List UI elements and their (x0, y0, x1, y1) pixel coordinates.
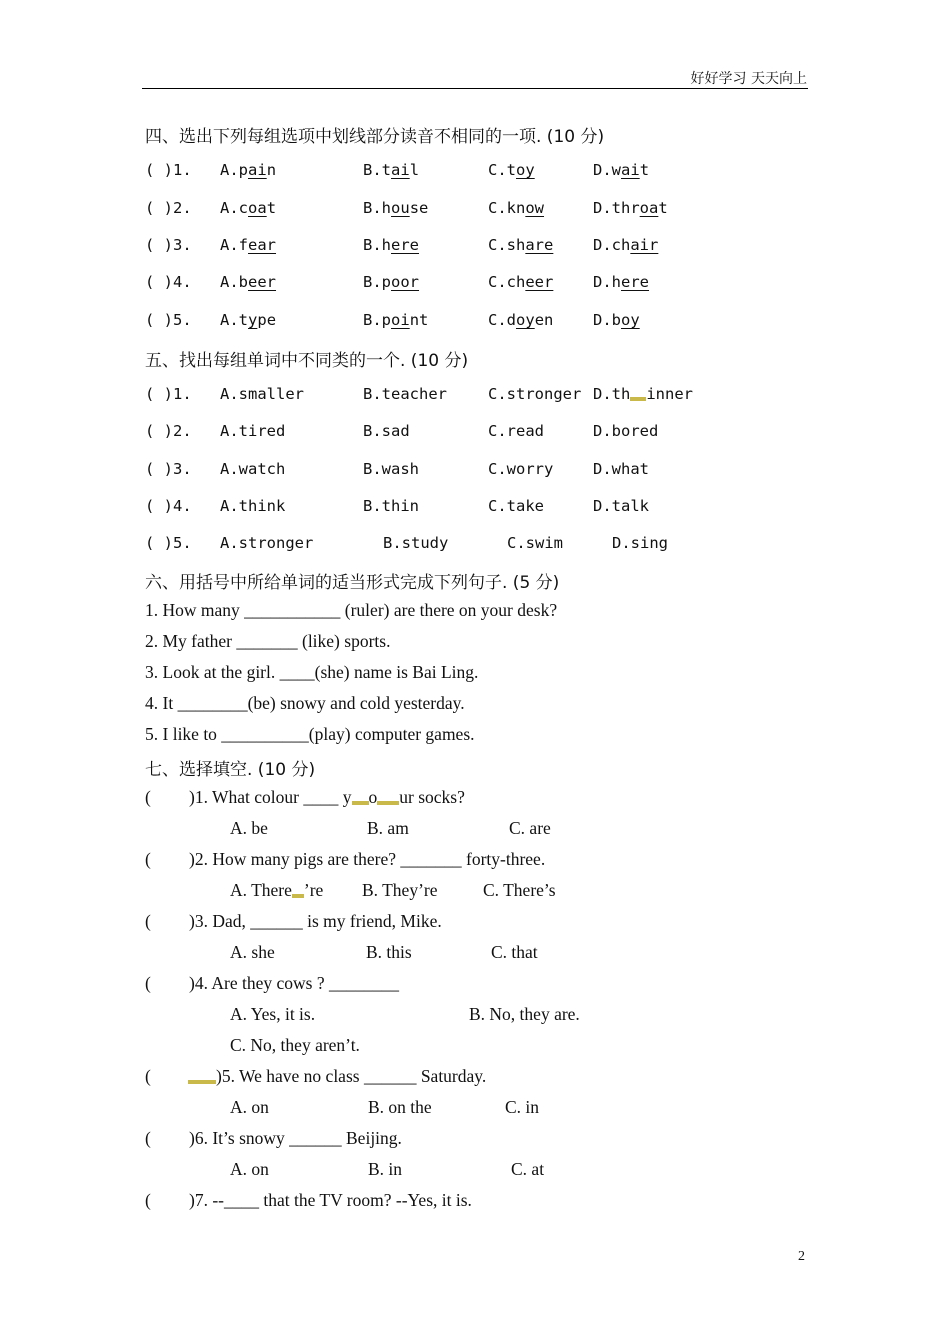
answer-bracket: ( )3. (145, 460, 192, 478)
word-part: A. (220, 161, 239, 179)
answer-bracket: ( )5. (145, 311, 192, 329)
section7-heading: 七、选择填空. (10 分) (145, 760, 316, 780)
word-part: h (381, 199, 392, 217)
word-part: b (611, 311, 622, 329)
s4-option-a (220, 273, 276, 291)
option-text: D.what (593, 460, 649, 478)
answer-bracket: ( )4. (145, 273, 192, 291)
word-part: l (409, 161, 420, 179)
s5-option-a (220, 460, 285, 478)
q5-option-a: A. on (230, 1097, 269, 1117)
s5-option-b (383, 534, 448, 552)
word-part: B. (363, 199, 382, 217)
q6-bracket: ( (145, 1128, 151, 1148)
word-part: t (381, 161, 392, 179)
q5-option-c: C. in (505, 1097, 540, 1117)
q1-stem: )1. What colour ____ y o ur socks? (189, 787, 465, 807)
word-part: t (266, 199, 277, 217)
q7-stem: )7. --____ that the TV room? --Yes, it is. (189, 1190, 472, 1210)
q4-option-a: A. Yes, it is. (230, 1004, 316, 1024)
s4-option-b (363, 161, 419, 179)
q6-option-a: A. on (230, 1159, 269, 1179)
s5-option-d (593, 497, 649, 515)
word-part: en (534, 311, 554, 329)
underlined-sound: air (630, 236, 659, 254)
q4-option-c: C. No, they aren’t. (230, 1035, 360, 1055)
option-text: B.sad (363, 422, 410, 440)
s5-option-d (593, 460, 649, 478)
word-part: C. (488, 273, 507, 291)
word-part: kn (506, 199, 526, 217)
word-part: pe (257, 311, 277, 329)
s4-option-c (488, 311, 553, 329)
s5-option-d (593, 385, 693, 403)
option-text: D.talk (593, 497, 649, 515)
word-part: f (238, 236, 249, 254)
option-text: A.stronger (220, 534, 314, 552)
q3-option-b: B. this (366, 942, 412, 962)
word-part: D. (593, 236, 612, 254)
q4-bracket: ( (145, 973, 151, 993)
option-text: C.worry (488, 460, 554, 478)
answer-bracket: ( )1. (145, 385, 192, 403)
s4-option-d (593, 273, 649, 291)
underlined-sound: are (525, 236, 554, 254)
word-part: c (238, 199, 249, 217)
option-text: B.study (383, 534, 449, 552)
q5-stem: )5. We have no class ______ Saturday. (216, 1066, 487, 1086)
word-part: nt (409, 311, 429, 329)
s4-option-c (488, 199, 544, 217)
option-text: A.smaller (220, 385, 304, 403)
s4-option-c (488, 236, 553, 254)
s4-option-a (220, 236, 276, 254)
word-part: t (238, 311, 249, 329)
s5-option-c (488, 422, 544, 440)
s6-line-2: 2. My father _______ (like) sports. (145, 631, 391, 651)
s5-option-a (220, 497, 285, 515)
s4-option-c (488, 161, 535, 179)
underlined-sound: oi (391, 311, 410, 329)
underlined-sound: eer (525, 273, 554, 291)
highlight-mark (377, 801, 399, 805)
underlined-sound: oa (248, 199, 267, 217)
q3-bracket: ( (145, 911, 151, 931)
word-part: h (381, 236, 392, 254)
option-text: C.take (488, 497, 544, 515)
word-part: B. (363, 236, 382, 254)
s5-option-b (363, 422, 410, 440)
answer-bracket: ( )2. (145, 422, 192, 440)
word-part: A. (220, 199, 239, 217)
underlined-sound: oor (391, 273, 420, 291)
s4-option-a (220, 311, 276, 329)
word-part: thr (611, 199, 640, 217)
underlined-sound: oy (516, 161, 535, 179)
s4-option-d (593, 161, 649, 179)
option-text: A.tired (220, 422, 286, 440)
q4-stem: )4. Are they cows ? ________ (189, 973, 399, 993)
option-text: C.read (488, 422, 544, 440)
word-part: w (611, 161, 622, 179)
s5-option-a (220, 422, 285, 440)
option-text: D.th (593, 385, 631, 403)
word-part: ch (506, 273, 526, 291)
q1-option-c: C. are (509, 818, 551, 838)
option-text: C.stronger (488, 385, 582, 403)
q1-option-a: A. be (230, 818, 268, 838)
underlined-sound: ai (391, 161, 410, 179)
option-text: inner (646, 385, 693, 403)
option-text: B.wash (363, 460, 419, 478)
page-number: 2 (798, 1249, 805, 1264)
underlined-sound: ai (248, 161, 267, 179)
q6-option-b: B. in (368, 1159, 403, 1179)
underlined-sound: ou (391, 199, 410, 217)
s5-option-c (507, 534, 563, 552)
word-part: A. (220, 311, 239, 329)
answer-bracket: ( )2. (145, 199, 192, 217)
section6-heading: 六、用括号中所给单词的适当形式完成下列句子. (5 分) (145, 573, 560, 593)
word-part: B. (363, 311, 382, 329)
q3-stem: )3. Dad, ______ is my friend, Mike. (189, 911, 442, 931)
q7-bracket: ( (145, 1190, 151, 1210)
word-part: h (611, 273, 622, 291)
s6-line-3: 3. Look at the girl. ____(she) name is Bai Ling. (145, 662, 479, 682)
q3-option-a: A. she (230, 942, 275, 962)
highlight-mark (292, 894, 304, 898)
word-part: sh (506, 236, 526, 254)
highlight-mark (352, 801, 369, 805)
page-header: 好好学习 天天向上 (690, 71, 807, 87)
underlined-sound: y (248, 311, 258, 329)
option-text: D.sing (612, 534, 668, 552)
s5-option-c (488, 460, 553, 478)
word-part: C. (488, 161, 507, 179)
header-rule (142, 88, 808, 89)
section5-heading: 五、找出每组单词中不同类的一个. (10 分) (145, 351, 469, 371)
s4-option-b (363, 273, 419, 291)
word-part: B. (363, 273, 382, 291)
word-part: b (238, 273, 249, 291)
q5-bracket: ( (145, 1066, 151, 1086)
option-text: A.watch (220, 460, 286, 478)
word-part: A. (220, 236, 239, 254)
word-part: se (409, 199, 429, 217)
q6-stem: )6. It’s snowy ______ Beijing. (189, 1128, 402, 1148)
underlined-sound: oa (639, 199, 659, 217)
word-part: d (506, 311, 517, 329)
underlined-sound: ai (621, 161, 640, 179)
highlight-mark (188, 1080, 216, 1084)
answer-bracket: ( )5. (145, 534, 192, 552)
underlined-sound: oy (621, 311, 640, 329)
underlined-sound: oy (516, 311, 535, 329)
underlined-sound: ear (248, 236, 277, 254)
q6-option-c: C. at (511, 1159, 545, 1179)
s4-option-c (488, 273, 553, 291)
word-part: A. (220, 273, 239, 291)
s4-option-d (593, 311, 640, 329)
word-part: ch (611, 236, 631, 254)
option-text: C.swim (507, 534, 563, 552)
word-part: t (658, 199, 668, 217)
s5-option-d (612, 534, 668, 552)
word-part: p (238, 161, 249, 179)
word-part: D. (593, 273, 612, 291)
q1-bracket: ( (145, 787, 151, 807)
underlined-sound: ere (391, 236, 420, 254)
underlined-sound: eer (248, 273, 277, 291)
highlight-mark (630, 397, 646, 401)
word-part: t (506, 161, 517, 179)
word-part: D. (593, 199, 612, 217)
q3-option-c: C. that (491, 942, 538, 962)
s5-option-b (363, 385, 447, 403)
answer-bracket: ( )4. (145, 497, 192, 515)
q4-option-b: B. No, they are. (469, 1004, 580, 1024)
word-part: C. (488, 199, 507, 217)
answer-bracket: ( )1. (145, 161, 192, 179)
word-part: D. (593, 161, 612, 179)
word-part: C. (488, 236, 507, 254)
s6-line-4: 4. It ________(be) snowy and cold yesterday. (145, 693, 465, 713)
q1-option-b: B. am (367, 818, 409, 838)
s5-option-d (593, 422, 658, 440)
q2-option-b: B. They’re (362, 880, 438, 900)
s6-line-1: 1. How many ___________ (ruler) are there on your desk? (145, 600, 558, 620)
word-part: B. (363, 161, 382, 179)
q2-bracket: ( (145, 849, 151, 869)
word-part: C. (488, 311, 507, 329)
s5-option-a (220, 534, 313, 552)
word-part: p (381, 311, 392, 329)
word-part: t (639, 161, 650, 179)
q2-option-c: C. There’s (483, 880, 556, 900)
s4-option-d (593, 199, 668, 217)
word-part: D. (593, 311, 612, 329)
answer-bracket: ( )3. (145, 236, 192, 254)
option-text: A.think (220, 497, 286, 515)
s5-option-b (363, 460, 419, 478)
s4-option-b (363, 199, 428, 217)
s5-option-a (220, 385, 304, 403)
s4-option-a (220, 161, 276, 179)
underlined-sound: ere (621, 273, 650, 291)
word-part: n (266, 161, 277, 179)
option-text: B.teacher (363, 385, 447, 403)
option-text: B.thin (363, 497, 419, 515)
s6-line-5: 5. I like to __________(play) computer games. (145, 724, 475, 744)
q2-stem: )2. How many pigs are there? _______ forty-three. (189, 849, 546, 869)
section4-heading: 四、选出下列每组选项中划线部分读音不相同的一项. (10 分) (145, 127, 605, 147)
s4-option-b (363, 311, 428, 329)
s5-option-c (488, 497, 544, 515)
s4-option-b (363, 236, 419, 254)
s4-option-d (593, 236, 658, 254)
s4-option-a (220, 199, 276, 217)
underlined-sound: ow (525, 199, 545, 217)
q2-option-a: A. There ’re (230, 880, 324, 900)
s5-option-c (488, 385, 581, 403)
word-part: p (381, 273, 392, 291)
s5-option-b (363, 497, 419, 515)
q5-option-b: B. on the (368, 1097, 432, 1117)
option-text: D.bored (593, 422, 659, 440)
